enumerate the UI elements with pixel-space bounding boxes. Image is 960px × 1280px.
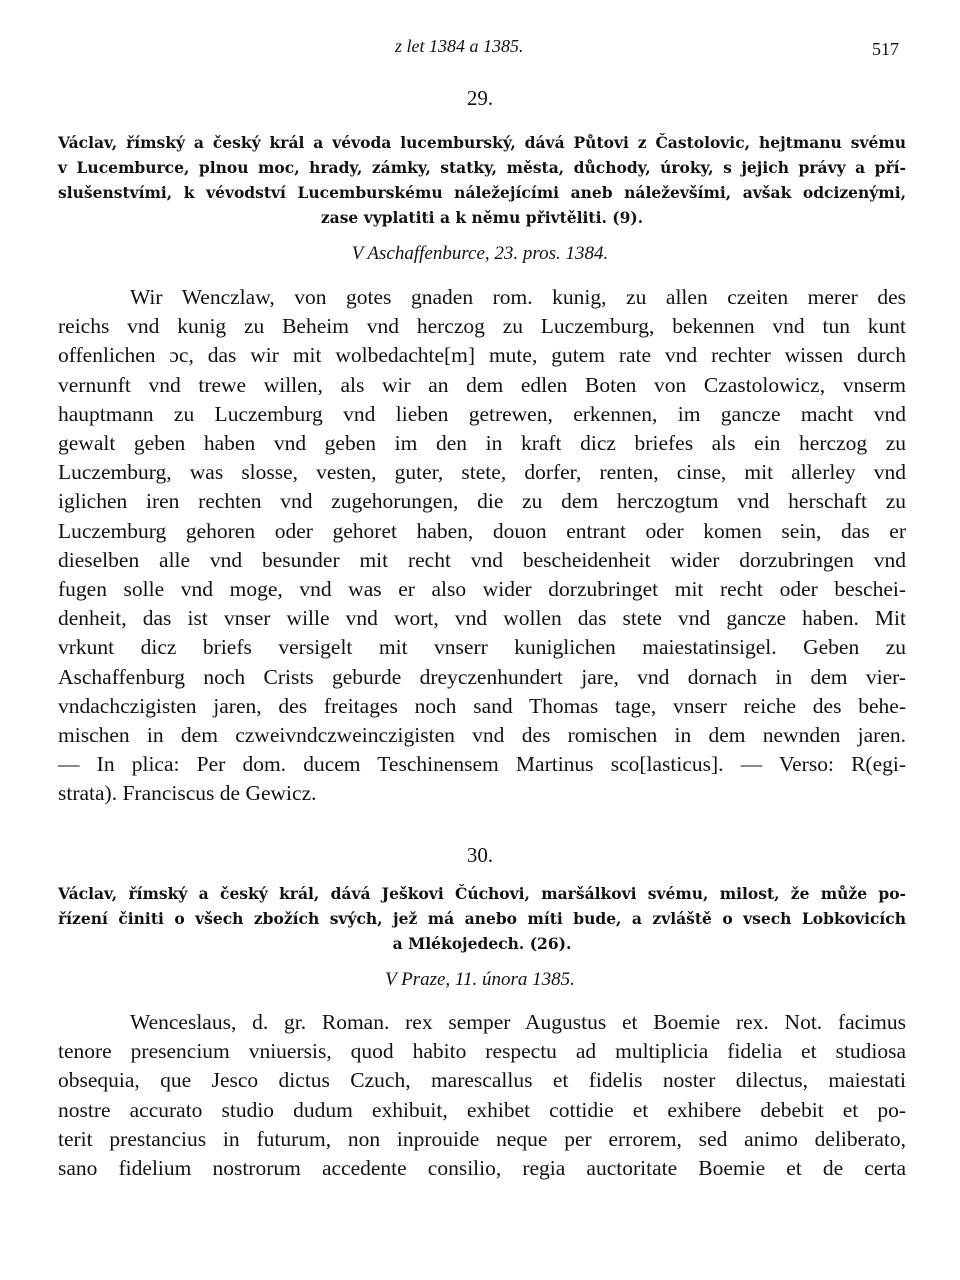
text-line: Wenceslaus, d. gr. Roman. rex semper Augustus et Boemie rex. Not. facimus xyxy=(130,1010,906,1034)
regest-line: řízení činiti o všech zbožích svých, jež má anebo míti bude, a zvláště o vsech Lobkovicích xyxy=(58,909,906,928)
running-head: z let 1384 a 1385. xyxy=(395,36,524,56)
text-line: vndachczigisten jaren, des freitages noch sand Thomas tage, vnserr reiche des behe- xyxy=(58,693,906,718)
text-line: mischen in dem czweivndczweinczigisten vnd des romischen in dem newnden jaren. xyxy=(58,723,906,748)
text-line: hauptmann zu Luczemburg vnd lieben getrewen, erkennen, im gancze macht vnd xyxy=(58,401,906,426)
text-line: tenore presencium vniuersis, quod habito respectu ad multiplicia fidelia et studiosa xyxy=(58,1039,906,1064)
text-line: strata). Franciscus de Gewicz. xyxy=(58,781,317,806)
text-line: iglichen iren rechten vnd zugehorungen, die zu dem herczogtum vnd herschaft zu xyxy=(58,489,906,514)
dateline-30: V Praze, 11. února 1385. xyxy=(385,969,575,990)
regest-line: v Lucemburce, plnou moc, hrady, zámky, statky, města, důchody, úroky, s jejich právy a pří- xyxy=(58,158,906,177)
text-line: Aschaffenburg noch Crists geburde dreyczenhundert jare, vnd dornach in dem vier- xyxy=(58,664,906,689)
text-line: vrkunt dicz briefs versigelt mit vnserr kuniglichen maiestatinsigel. Geben zu xyxy=(58,635,906,660)
text-line: — In plica: Per dom. ducem Teschinensem Martinus sco[lasticus]. — Verso: R(egi- xyxy=(58,752,906,777)
text-line: sano fidelium nostrorum accedente consilio, regia auctoritate Boemie et de certa xyxy=(58,1156,906,1181)
regest-30 xyxy=(58,881,906,956)
text-line: reichs vnd kunig zu Beheim vnd herczog zu Luczemburg, bekennen vnd tun kunt xyxy=(58,314,906,339)
regest-line: zase vyplatiti a k němu přivtěliti. (9). xyxy=(320,208,644,227)
text-line: terit prestancius in futurum, non inprouide neque per errorem, sed animo deliberato, xyxy=(58,1126,906,1151)
regest-line: a Mlékojedech. (26). xyxy=(392,934,572,953)
text-line: dieselben alle vnd besunder mit recht vnd bescheidenheit wider dorzubringen vnd xyxy=(58,547,906,572)
regest-29 xyxy=(58,130,906,230)
dateline-29: V Aschaffenburce, 23. pros. 1384. xyxy=(351,243,609,264)
text-line: denheit, das ist vnser wille vnd wort, vnd wollen das stete vnd gancze haben. Mit xyxy=(58,606,906,631)
text-line: obsequia, que Jesco dictus Czuch, marescallus et fidelis noster dilectus, maiestati xyxy=(58,1068,906,1093)
page-number: 517 xyxy=(872,39,899,59)
text-line: Luczemburg, was slosse, vesten, guter, stete, dorfer, renten, cinse, mit allerley vnd xyxy=(58,460,906,485)
body-text-30 xyxy=(58,1008,906,1183)
text-line: gewalt geben haben vnd geben im den in kraft dicz briefes als ein herczog zu xyxy=(58,431,906,456)
document-number-29: 29. xyxy=(466,86,494,110)
body-text-29 xyxy=(58,283,906,809)
text-line: fugen solle vnd moge, vnd was er also wider dorzubringet mit recht oder beschei- xyxy=(58,577,906,602)
document-number-30: 30. xyxy=(466,843,494,867)
text-line: Luczemburg gehoren oder gehoret haben, douon entrant oder komen sein, das er xyxy=(58,518,906,543)
text-line: Wir Wenczlaw, von gotes gnaden rom. kunig, zu allen czeiten merer des xyxy=(130,285,906,309)
text-line: vernunft vnd trewe willen, als wir an dem edlen Boten von Czastolowicz, vnserm xyxy=(58,372,906,397)
regest-line: slušenstvími, k vévodství Lucemburskému náležejícími aneb náleževšími, avšak odcizenými, xyxy=(58,183,906,202)
text-line: offenlichen ɔc, das wir mit wolbedachte[m] mute, gutem rate vnd rechter wissen durch xyxy=(58,343,906,368)
text-line: nostre accurato studio dudum exhibuit, exhibet cottidie et exhibere debebit et po- xyxy=(58,1097,906,1122)
regest-line: Václav, římský a český král a vévoda lucemburský, dává Půtovi z Častolovic, hejtmanu svému xyxy=(58,133,906,152)
regest-line: Václav, římský a český král, dává Ješkovi Čúchovi, maršálkovi svému, milost, že může po- xyxy=(58,884,906,903)
